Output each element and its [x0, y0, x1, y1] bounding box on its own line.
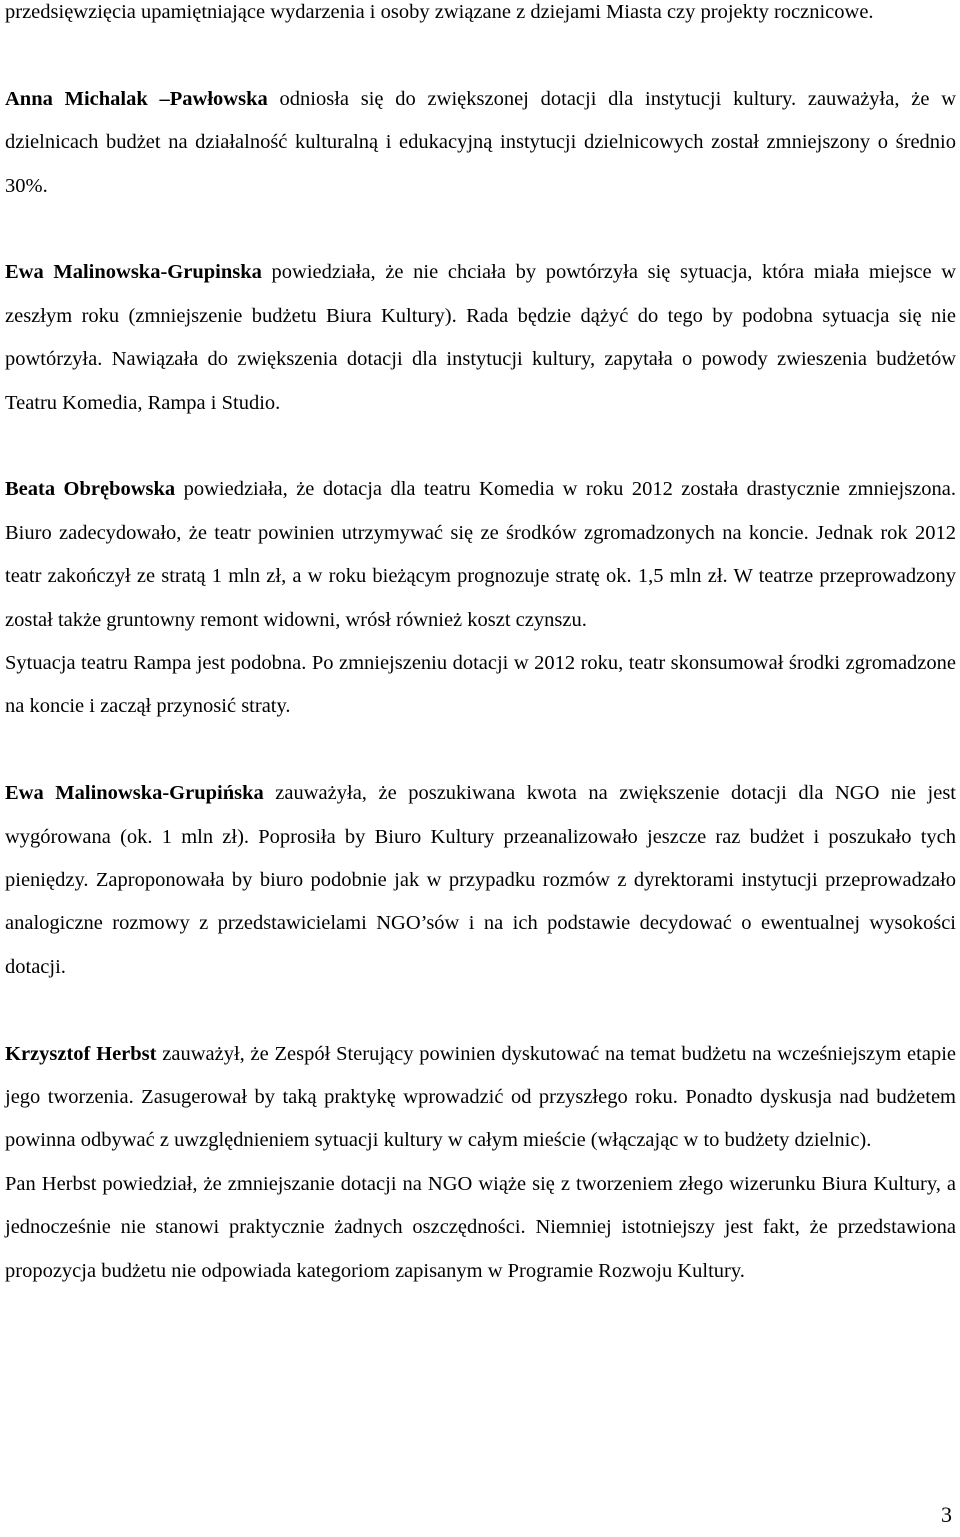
paragraph [5, 642, 956, 729]
page-number: 3 [941, 1502, 952, 1527]
paragraph-text: powiedziała, że dotacja dla teatru Komedia w roku 2012 została drastycznie zmniejszona. Biuro zadecydowało, że teatr powinien utrzymywać się ze środków zgromadzonych na koncie. Jednak rok 2012 teatr zakończył ze stratą 1 mln zł, a w roku bieżącym prognozuje stratę ok. 1,5 mln zł. W teatrze przeprowadzony został także gruntowny remont widowni, wrósł również koszt czynszu. [5, 478, 957, 631]
paragraph-spacer [5, 208, 956, 251]
paragraph-text: przedsięwzięcia upamiętniające wydarzenia i osoby związane z dziejami Miasta czy projekty rocznicowe. [5, 1, 874, 23]
paragraph-spacer [5, 989, 956, 1032]
paragraph-text: Pan Herbst powiedział, że zmniejszanie dotacji na NGO wiąże się z tworzeniem złego wizerunku Biura Kultury, a jednocześnie nie stanowi praktycznie żadnych oszczędności. Niemniej istotniejszy jest fakt, że przedstawiona propozycja budżetu nie odpowiada kategoriom zapisanym w Programie Rozwoju Kultury. [5, 1172, 956, 1282]
speaker-name: Krzysztof Herbst [5, 1042, 157, 1065]
speaker-name: Anna Michalak –Pawłowska [5, 87, 268, 110]
paragraph [5, 772, 956, 989]
paragraph-text: Sytuacja teatru Rampa jest podobna. Po zmniejszeniu dotacji w 2012 roku, teatr skonsumował środki zgromadzone na koncie i zaczął przynosić straty. [5, 652, 956, 718]
speaker-name: Ewa Malinowska-Grupinska [5, 261, 262, 284]
document-page [5, 0, 956, 1293]
paragraph [5, 251, 956, 425]
speaker-name: Beata Obrębowska [5, 478, 176, 501]
paragraph [5, 1163, 956, 1293]
paragraph-text: odniosła się do zwiększonej dotacji dla instytucji kultury. zauważyła, że w dzielnicach budżet na działalność kulturalną i edukacyjną instytucji dzielnicowych został zmniejszony o średnio 30%. [5, 87, 956, 197]
paragraph-text: zauważyła, że poszukiwana kwota na zwiększenie dotacji dla NGO nie jest wygórowana (ok. 1 mln zł). Poprosiła by Biuro Kultury przeanalizowało jeszcze raz budżet i poszukało tych pieniędzy. Zaproponowała by biuro podobnie jak w przypadku rozmów z dyrektorami instytucji przeprowadzało analogiczne rozmowy z przedstawicielami NGO’sów i na ich podstawie decydować o ewentualnej wysokości dotacji. [5, 782, 956, 978]
speaker-name: Ewa Malinowska-Grupińska [5, 782, 264, 805]
paragraph [5, 0, 956, 34]
paragraph-text: zauważył, że Zespół Sterujący powinien dyskutować na temat budżetu na wcześniejszym etapie jego tworzenia. Zasugerował by taką praktykę wprowadzić od przyszłego roku. Ponadto dyskusja nad budżetem powinna odbywać z uwzględnieniem sytuacji kultury w całym mieście (włączając w to budżety dzielnic). [5, 1042, 956, 1152]
paragraph [5, 468, 956, 642]
paragraph-text: powiedziała, że nie chciała by powtórzyła się sytuacja, która miała miejsce w zeszłym roku (zmniejszenie budżetu Biura Kultury). Rada będzie dążyć do tego by podobna sytuacja się nie powtórzyła. Nawiązała do zwiększenia dotacji dla instytucji kultury, zapytała o powody zwieszenia budżetów Teatru Komedia, Rampa i Studio. [5, 261, 956, 414]
paragraph-spacer [5, 425, 956, 468]
paragraph [5, 78, 956, 208]
paragraph-spacer [5, 34, 956, 77]
paragraph-spacer [5, 729, 956, 772]
paragraph [5, 1033, 956, 1163]
